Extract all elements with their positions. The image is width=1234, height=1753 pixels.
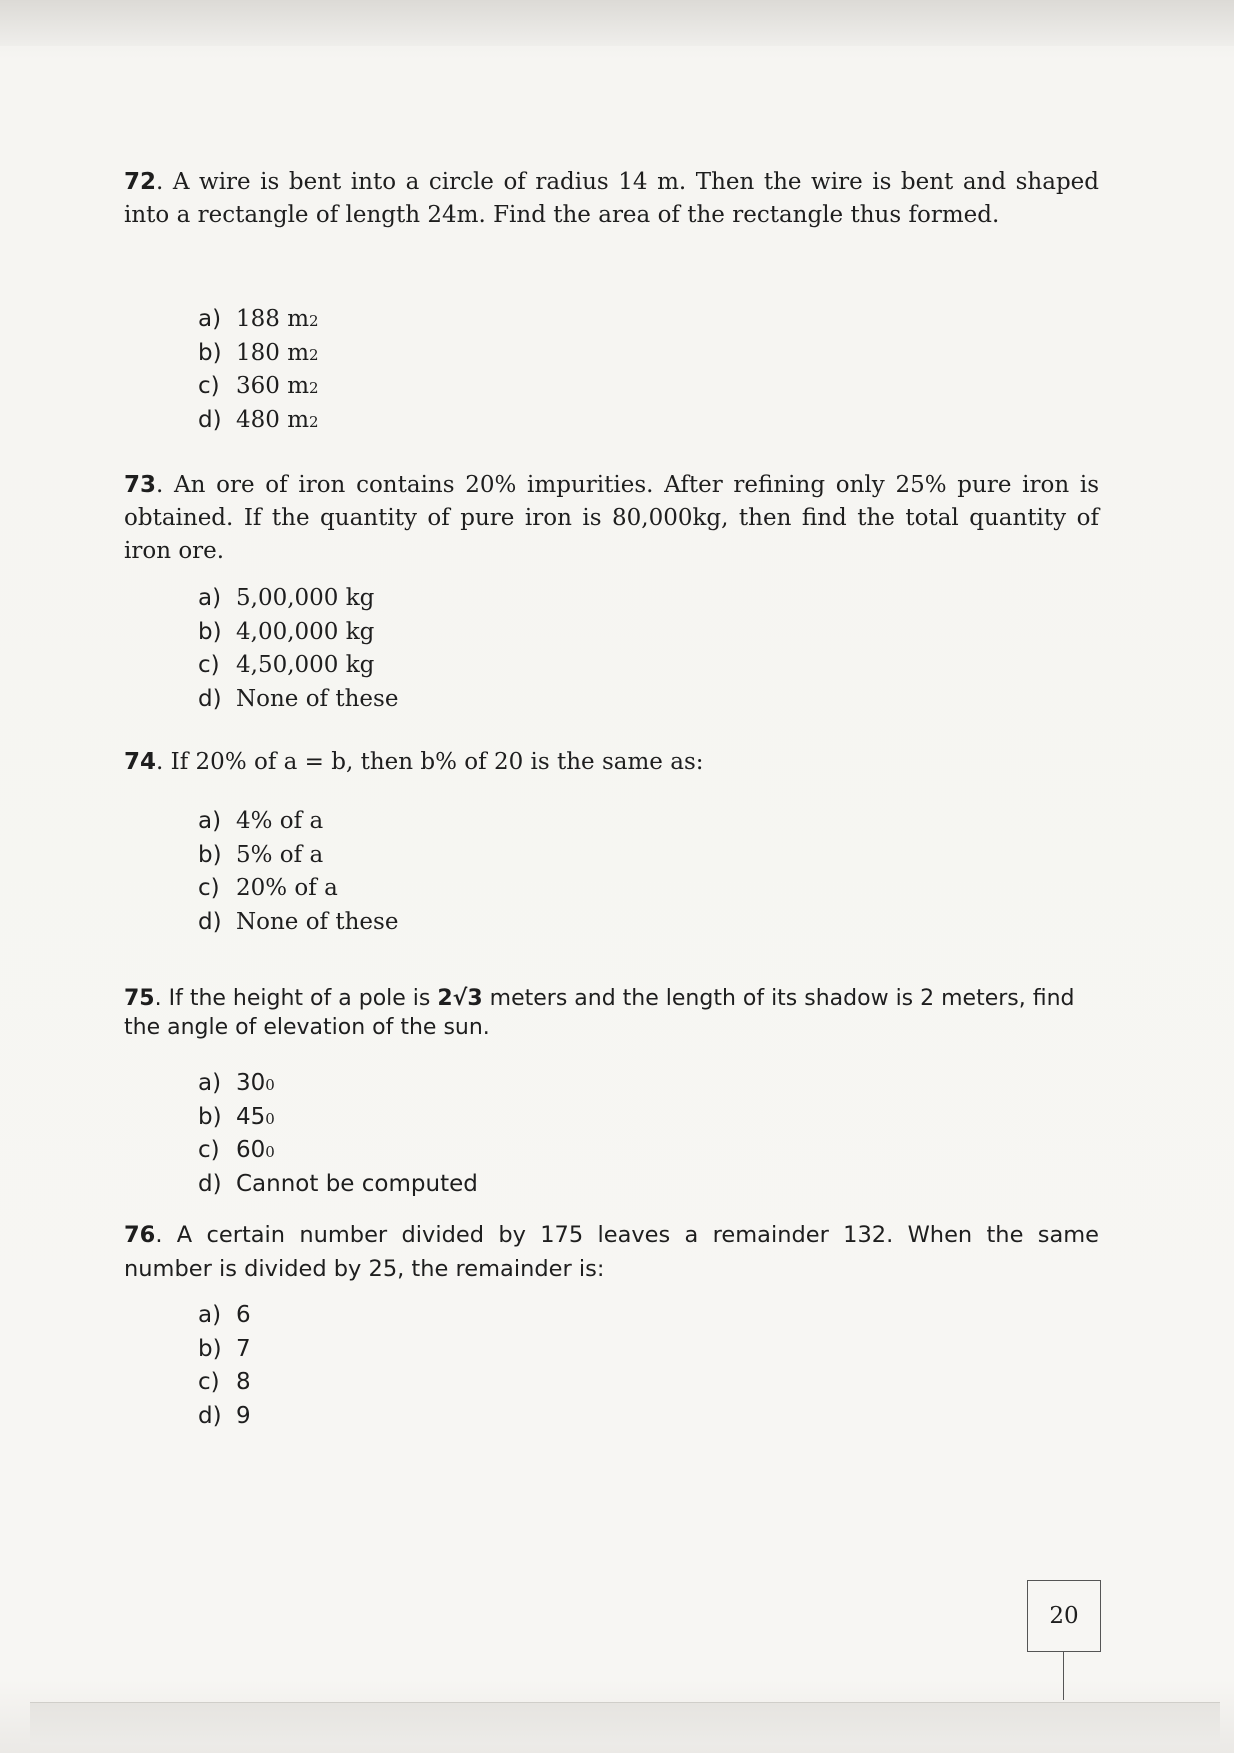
- option-a: a) 5,00,000 kg: [198, 585, 375, 611]
- page-number-tick: [1063, 1652, 1064, 1700]
- option-d: d) None of these: [198, 685, 399, 712]
- option-d: d) Cannot be computed: [198, 1170, 478, 1197]
- option-d: d) 480 m 2: [198, 406, 319, 433]
- question-number: 75: [124, 986, 155, 1011]
- option-a: a) 6: [198, 1302, 251, 1328]
- question-text-before: . If the height of a pole is: [154, 986, 438, 1011]
- question-math-bold: 2√3: [437, 986, 483, 1011]
- question-text: . A wire is bent into a circle of radius 14 m. Then the wire is bent and shaped into a rectangle of length 24m. Find the area of the rectangle thus formed.: [124, 169, 1099, 228]
- question-74: [124, 746, 1099, 779]
- options-75: [198, 1070, 478, 1204]
- page-number: 20: [1027, 1580, 1101, 1652]
- question-76: [124, 1218, 1099, 1286]
- option-c: c) 20% of a: [198, 875, 338, 901]
- question-text-after: meters and the length of its shadow is 2 meters, find the angle of elevation of the sun.: [124, 986, 1075, 1040]
- option-a: a) 4% of a: [198, 808, 324, 834]
- option-c: c) 8: [198, 1369, 251, 1395]
- question-75: [124, 984, 1099, 1042]
- option-b: b) 5% of a: [198, 841, 324, 868]
- options-74: [198, 808, 398, 942]
- question-number: 74: [124, 749, 157, 775]
- question-text: . A certain number divided by 175 leaves a remainder 132. When the same number is divided by 25, the remainder is:: [124, 1222, 1099, 1282]
- question-72: [124, 166, 1099, 232]
- option-d: d) 9: [198, 1402, 251, 1429]
- scan-top-edge: [0, 0, 1234, 46]
- option-a: a) 30 0: [198, 1070, 275, 1096]
- question-number: 76: [124, 1222, 156, 1248]
- option-b: b) 180 m 2: [198, 339, 319, 366]
- question-number: 73: [124, 472, 157, 498]
- option-b: b) 7: [198, 1335, 251, 1362]
- option-c: c) 360 m 2: [198, 373, 319, 399]
- option-c: c) 4,50,000 kg: [198, 652, 375, 678]
- scan-bottom-edge: [30, 1702, 1220, 1745]
- question-text: . If 20% of a = b, then b% of 20 is the same as:: [156, 749, 704, 775]
- option-a: a) 188 m 2: [198, 306, 319, 332]
- question-73: [124, 469, 1099, 568]
- options-73: [198, 585, 398, 719]
- options-72: [198, 306, 319, 440]
- option-b: b) 45 0: [198, 1103, 275, 1130]
- question-text: . An ore of iron contains 20% impurities. After refining only 25% pure iron is obtained. If the quantity of pure iron is 80,000kg, then find the total quantity of iron ore.: [124, 472, 1099, 564]
- option-c: c) 60 0: [198, 1137, 275, 1163]
- options-76: [198, 1302, 251, 1436]
- question-number: 72: [124, 169, 157, 195]
- option-b: b) 4,00,000 kg: [198, 618, 375, 645]
- option-d: d) None of these: [198, 908, 399, 935]
